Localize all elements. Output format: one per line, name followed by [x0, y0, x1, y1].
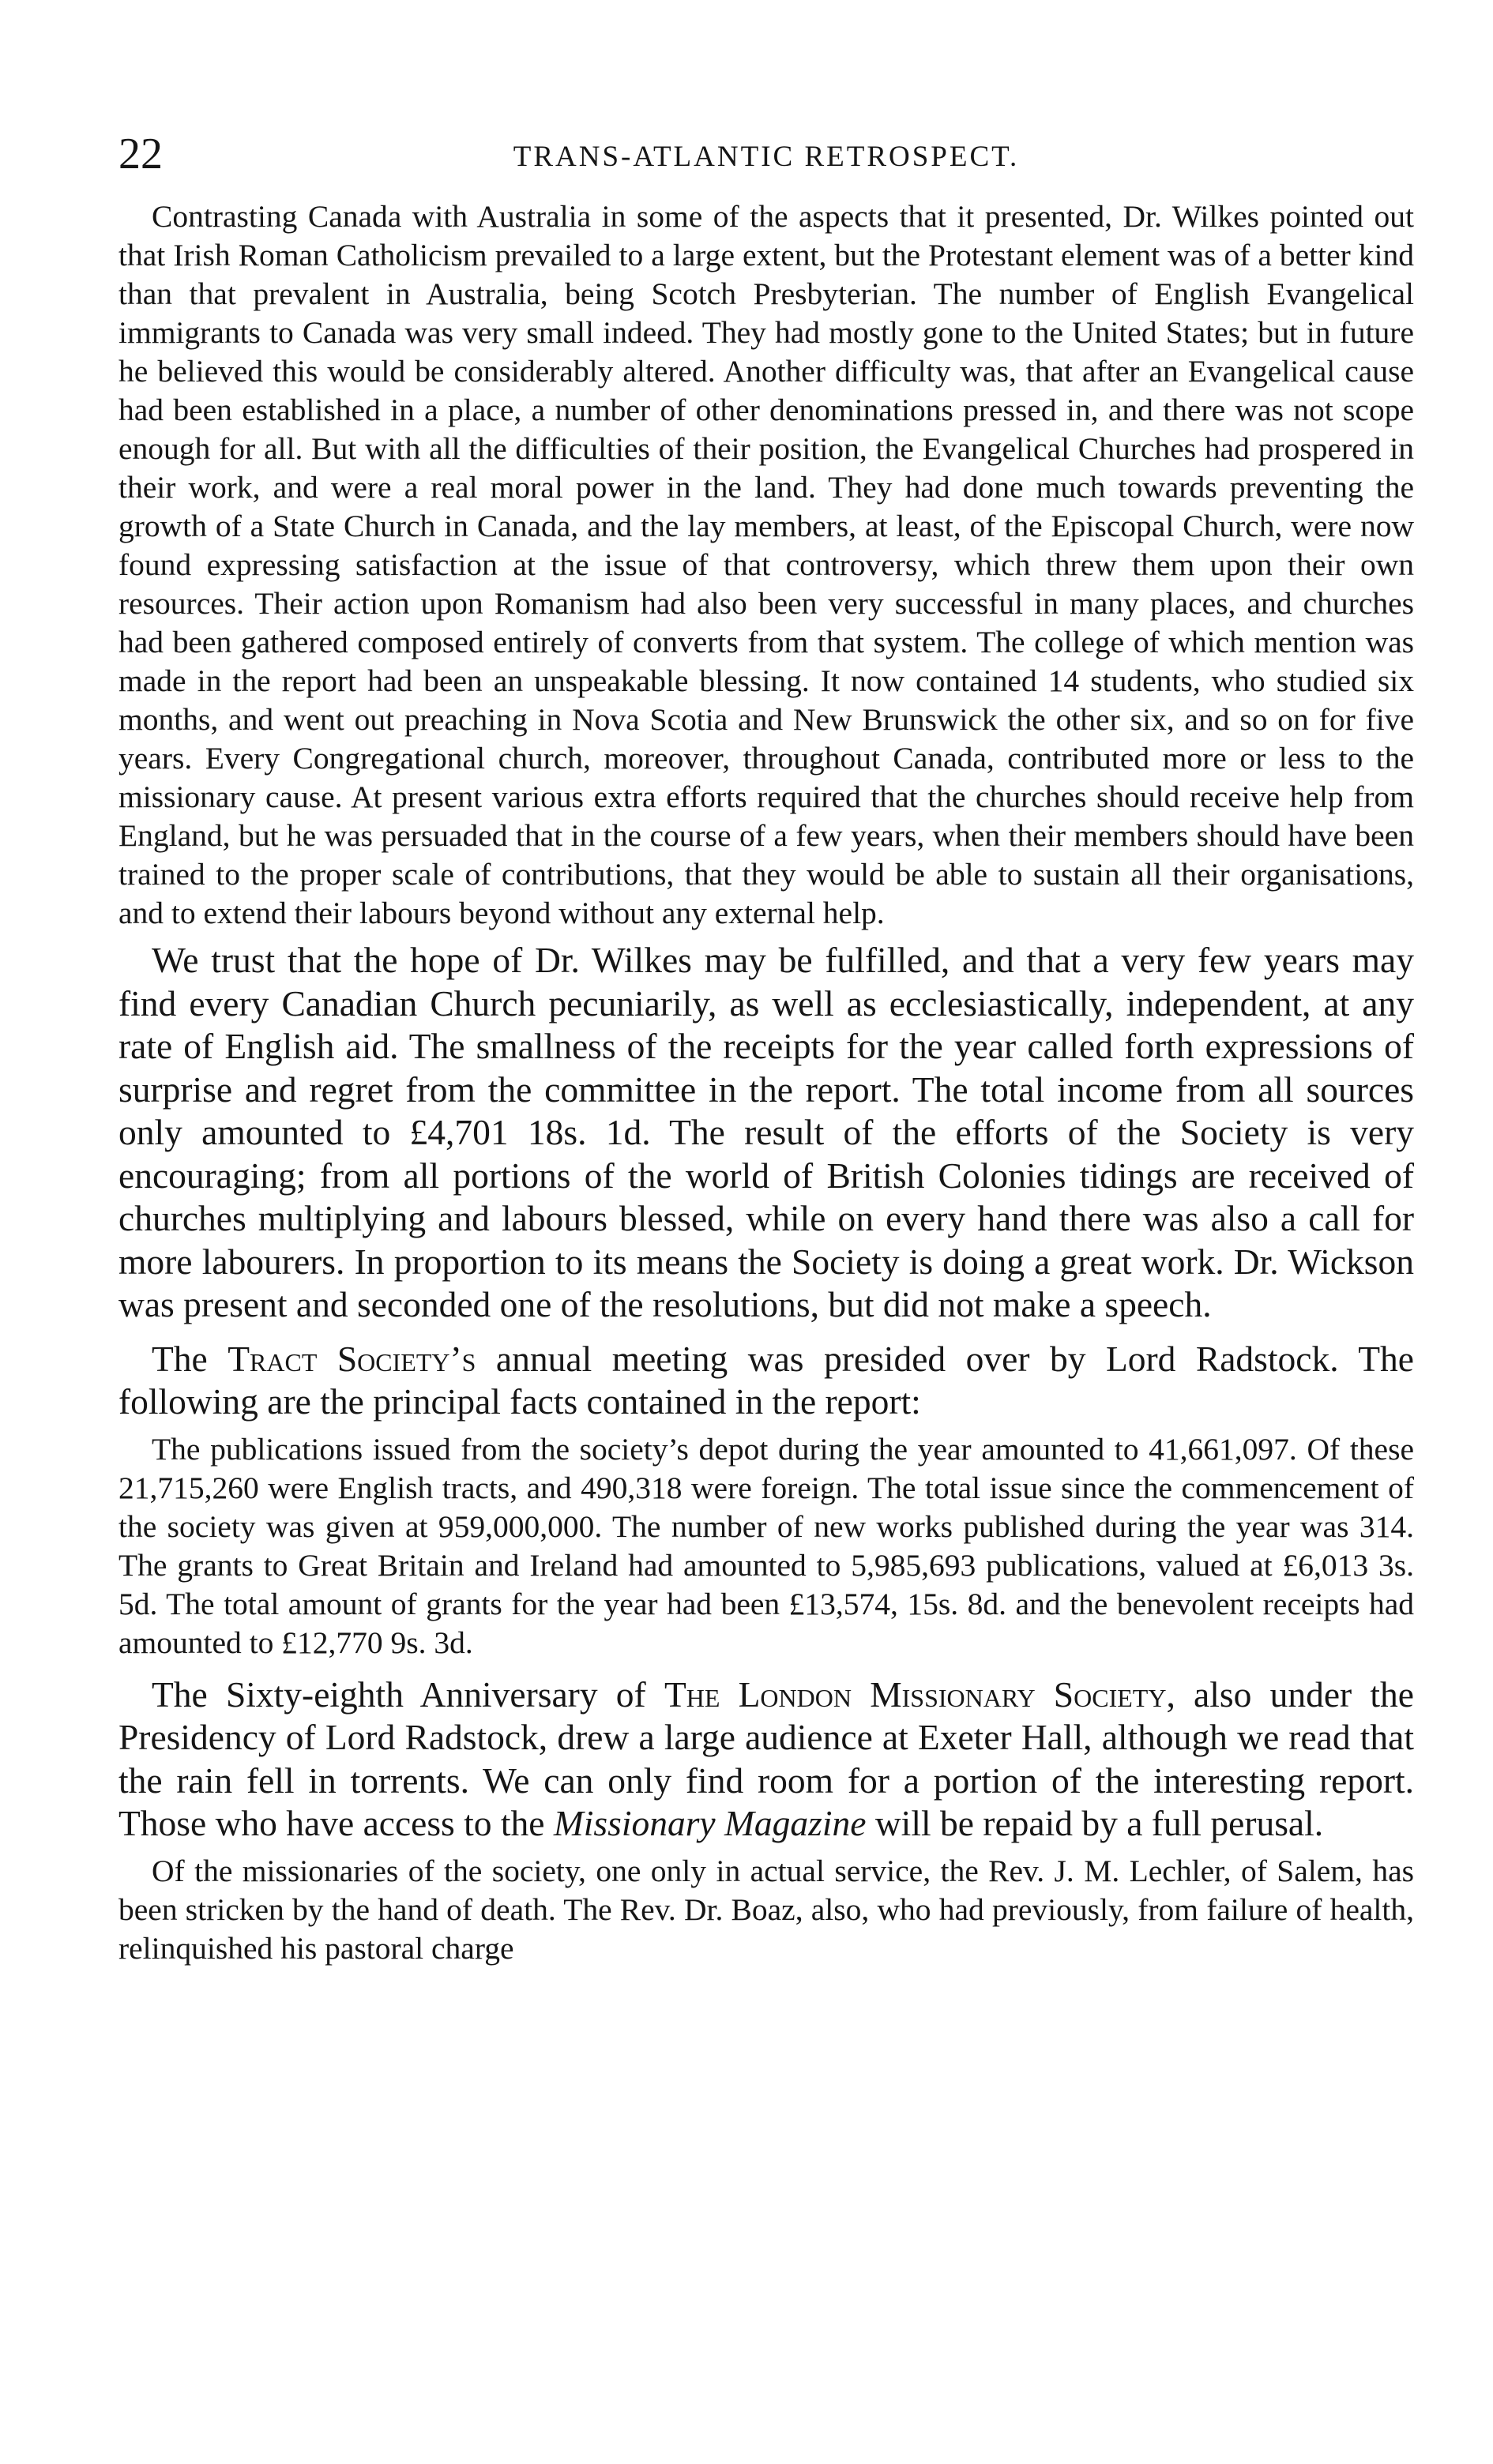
- paragraph-commentary: We trust that the hope of Dr. Wilkes may be fulfilled, and that a very few years may find every Canadian Church pecuniarily, as well as ecclesiastically, independent, at any rate of English aid. The smallness of the receipts for the year called forth expressions of surprise and regret from the committee in the report. The total income from all sources only amounted to £4,701 18s. 1d. The result of the efforts of the Society is very encouraging; from all portions of the world of British Colonies tidings are received of churches multiplying and labours blessed, while on every hand there was also a call for more labourers. In proportion to its means the Society is doing a great work. Dr. Wickson was present and seconded one of the resolutions, but did not make a speech.: [118, 940, 1414, 1324]
- tract-society-text-pre: The: [152, 1338, 228, 1379]
- paragraph-london-missionary: [118, 1673, 1414, 1846]
- page-number: 22: [118, 130, 163, 178]
- tract-society-name: Tract Society’s: [228, 1338, 476, 1379]
- lms-text-post: will be repaid by a full perusal.: [866, 1803, 1324, 1843]
- running-head: [118, 126, 1414, 190]
- paragraph-wilkes-report: Contrasting Canada with Australia in some of the aspects that it presented, Dr. Wilkes pointed out that Irish Roman Catholicism prevailed to a large extent, but the Protestant element was of a better kind than that prevalent in Australia, being Scotch Presbyterian. The number of English Evangelical immigrants to Canada was very small indeed. They had mostly gone to the United States; but in future he believed this would be considerably altered. Another difficulty was, that after an Evangelical cause had been established in a place, a number of other denominations pressed in, and there was not scope enough for all. But with all the difficulties of their position, the Evangelical Churches had prospered in their work, and were a real moral power in the land. They had done much towards preventing the growth of a State Church in Canada, and the lay members, at least, of the Episcopal Church, were now found expressing satisfaction at the issue of that controversy, which threw them upon their own resources. Their action upon Romanism had also been very successful in many places, and churches had been gathered composed entirely of converts from that system. The college of which mention was made in the report had been an unspeakable blessing. It now contained 14 students, who studied six months, and went out preaching in Nova Scotia and New Brunswick the other six, and so on for five years. Every Congregational church, moreover, throughout Canada, contributed more or less to the missionary cause. At present various extra efforts required that the churches should receive help from England, but he was persuaded that in the course of a few years, when their members should have been trained to the proper scale of contributions, that they would be able to sustain all their organisations, and to extend their labours beyond without any external help.: [118, 199, 1414, 930]
- paragraph-missionaries: Of the missionaries of the society, one only in actual service, the Rev. J. M. Lechler, of Salem, has been stricken by the hand of death. The Rev. Dr. Boaz, also, who had previously, from failure of health, relinquished his pastoral charge: [118, 1853, 1414, 1966]
- paragraph-tract-society-facts: The publications issued from the society’s depot during the year amounted to 41,661,097. Of these 21,715,260 were English tracts, and 490,318 were foreign. The total issue since the commencement of the society was given at 959,000,000. The number of new works published during the year was 314. The grants to Great Britain and Ireland had amounted to 5,985,693 publications, valued at £6,013 3s. 5d. The total amount of grants for the year had been £13,574, 15s. 8d. and the benevolent receipts had amounted to £12,770 9s. 3d.: [118, 1431, 1414, 1660]
- lms-name: The London Missionary Society: [664, 1673, 1167, 1715]
- book-page: [118, 126, 1414, 2417]
- missionary-magazine-title: Missionary Magazine: [553, 1803, 867, 1843]
- tract-society-text-post: annual meeting was presided over by Lord Radstock. The following are the principal facts contained in the report:: [118, 1338, 1415, 1422]
- lms-text-pre: The Sixty-eighth Anniversary of: [152, 1673, 664, 1715]
- lms-text-mid: , also under the Presidency of Lord Radstock, drew a large audience at Exeter Hall, although we read that the rain fell in torrents. We can only find room for a portion of the interesting report. Those who have access to the: [118, 1673, 1414, 1843]
- running-title: TRANS-ATLANTIC RETROSPECT.: [513, 141, 1020, 173]
- paragraph-tract-society-intro: [118, 1338, 1414, 1424]
